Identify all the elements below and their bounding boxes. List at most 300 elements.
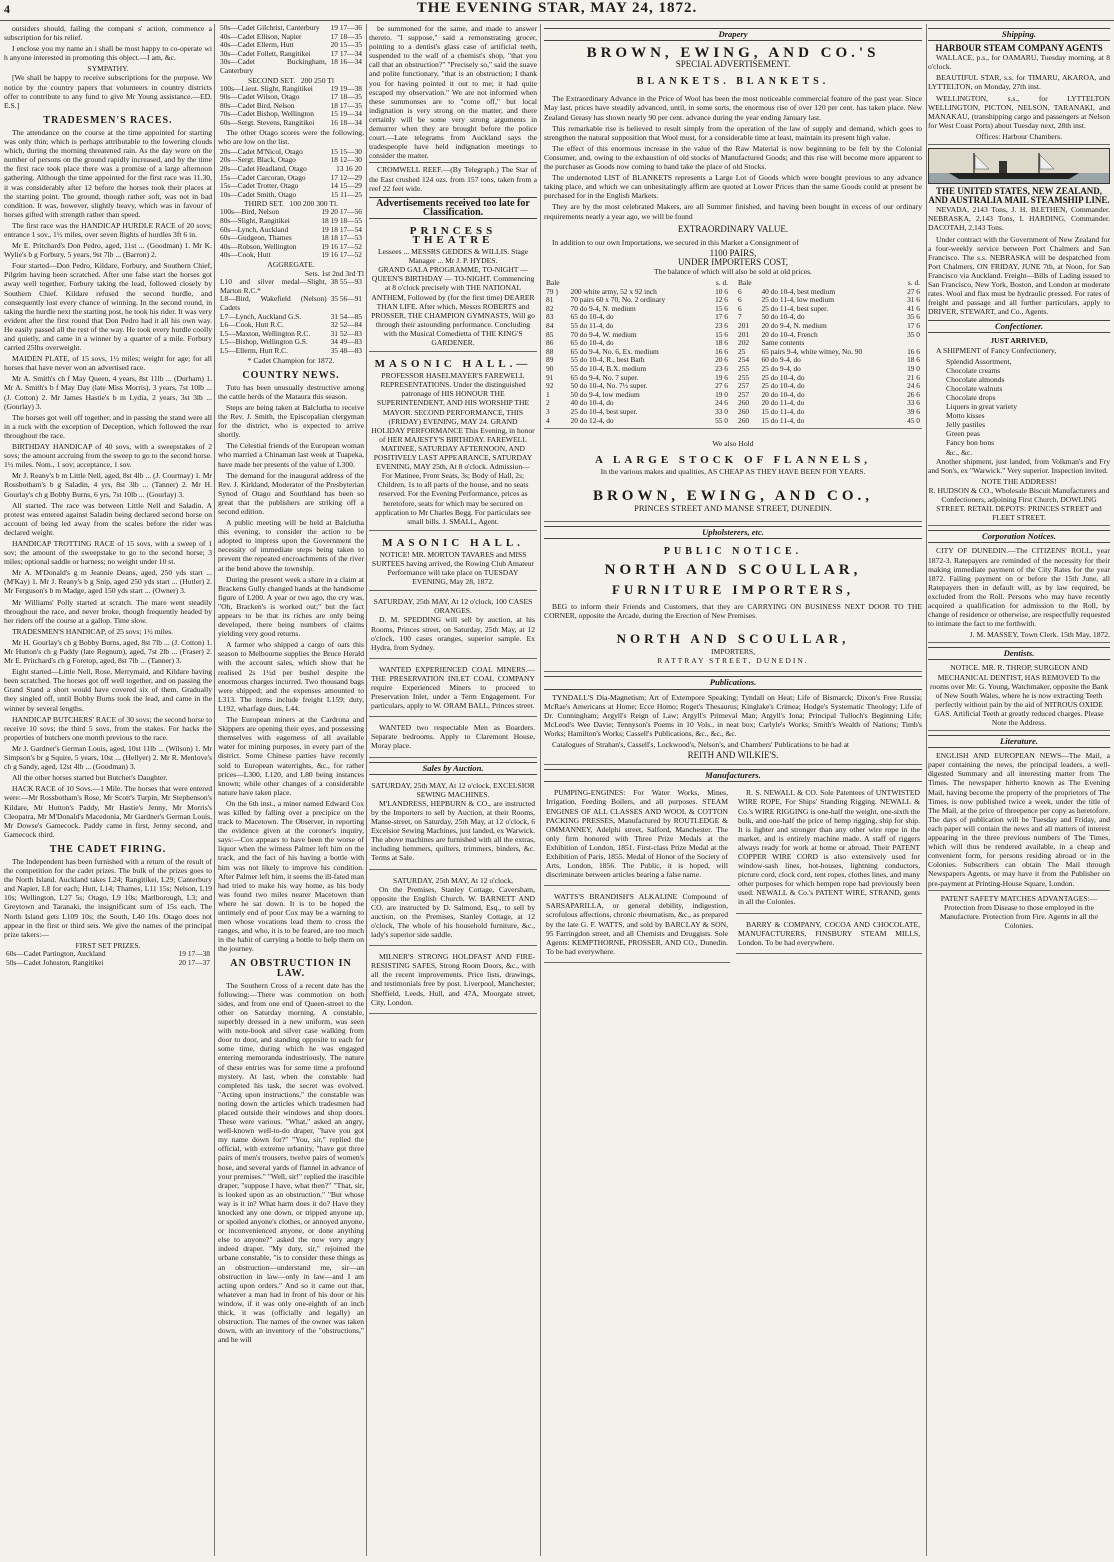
column-rule [926,24,927,1556]
race-heading: HANDICAP BUTCHERS' RACE of 30 sovs; the second horse to receive 10 sovs; the third 5 sovs, from the stakes. For hacks the properties of butchers one month previous to the race. [4,714,212,742]
table-cell: 255 [738,364,750,373]
table-cell: 15 do 11-4, do [761,406,805,416]
column-6 [928,24,1110,1556]
table-cell: 91 [546,372,554,382]
table-cell: 40 do 10-4, do [570,398,614,408]
table-cell: 65 do 9-4, No. 7 super. [570,372,639,382]
ad-paragraph: We also Hold [712,439,754,449]
table-cell: 55 do 10-4, R., best Bath [570,355,645,365]
table-cell: 19 17—36 [330,24,362,32]
race-entries: Mr J. Reany's b m Little Nell, aged, 8st 4lb ... (J. Courtnay) 1. Mr Rossbotham's b g Saladin, 4 yrs, 8st 3lb ... (Tanner) 2. Mr H. Gourlay's ch g Bobby Burns, 6 yrs, 7st 10lb ... (Gourlay) 3. [4,471,212,499]
set-title: SECOND SET. [247,75,296,85]
subheading: FIRST SET PRIZES. [75,940,141,950]
prize-table [4,950,212,967]
ad-barnett [369,873,537,947]
prize-table-a [218,24,364,76]
table-cell: 17 6 [907,321,920,331]
ad-paragraph: This remarkable rise is believed to result simply from the operation of the law of supply and demand, which goes to strengthen the natural supposition that Wool must, for a considerable time at least, maintain its present high value. [544,123,922,142]
table-cell: 20s—Sergt. Black, Otago [220,155,296,165]
column-2 [218,24,364,1556]
table-cell: 50s—Cadet Johnston, Rangitikei [6,957,104,967]
table-cell: 33 0 [715,406,728,416]
set-columns: Sets. 1st 2nd 3rd Tl [304,269,364,279]
table-row [218,295,364,312]
table-cell: 31 6 [907,295,920,305]
table-cell: L7—Lynch, Auckland G.S. [220,311,302,321]
ad-body: R. S. NEWALL & CO. Sole Patentees of UNTWISTED WIRE ROPE, For Ships' Standing Rigging. NEWALL & Co.'s WIRE RIGGING is one-half the weight, one-sixth the bulk, and one-half the price of hemp rigging, ship for ship. It is lighter and stronger than any other wire rope in the market, and is entirely machine made. A staff of riggers always ready for work at home or abroad. Their PATENT COPPER WIRE CORD is also extensively used for window-sash lines, hot-houses, lightning conductors, picture cord, clock cord, tent ropes, clothes lines, and many other purposes for which hempen rope had previously been used. NEWALL & Co.'s PATENT WIRE, STRAND, gents in all the Colonies. [738,788,920,907]
ad-body: NOTICE! MR. MORTON TAVARES and MISS SURTEES having arrived, the Rowing Club Amateur Performance will take place on TUESDAY EVENING, May 28, 1872. [371,549,535,587]
table-cell: 60s—Cadet Partington, Auckland [6,948,106,958]
table-cell: 60s—Lynch, Auckland [220,224,289,234]
ad-sewing-machines [369,778,537,870]
table-cell: 18 17—35 [330,100,362,110]
table-cell: 25 do 11-4, low medium [761,295,835,305]
table-cell: 23 6 [715,321,728,331]
ad-body: PUMPING-ENGINES: For Water Works, Mines, Irrigation, Feeding Boilers, and all purposes. STEAM ENGINES OF ALL CLASSES AND WOOL & COTTON PACKING PRESSES, Manufactured by ROUTLEDGE & OMMANNEY, Adelphi street, Salford, Manchester. The only firm honored with Three Prize Medals at the Exhibition of London, 1851. First-class Prize Medal at the Exhibition of Paris, 1855. Medal of Honor of the Society of Arts, London, 1856. The Public, it is hoped, will discriminate between articles bearing a false name. [546,788,728,880]
ad-title: BROWN, EWING, AND CO., [592,488,874,505]
ad-heading: 1100 PAIRS, [709,247,757,258]
table-cell: 100s—Lieut. Slight, Rangitikei [220,83,313,93]
table-cell: 84 [546,321,554,331]
table-cell: 20 do 12-4, do [570,415,614,425]
table-cell: 70 do 9-4, W. medium [570,329,637,339]
table-cell: 45 0 [907,415,920,425]
news-paragraph: The demand for the inaugural address of the Rev. J. Kirkland, Moderator of the Presbyterian Synod of Otago and Southland has been so great that the publishers are striking off a second edition. [218,470,364,516]
race-entries: Mr A. Smith's ch f May Queen, 4 years, 8st 11lb ... (Durham) 1. Mr A. Smith's b f May Day (late Miss Morris), 3 years, 7st 10lb ... (J. Cotton) 2. Mr James Hastie's b m Lydia, 2 years, 3st 3lb ... (Gourlay) 3. [4,374,212,411]
section-confectioner: Confectioner. [928,320,1110,333]
ad-title: BROWN, EWING, AND CO.'S [586,45,880,62]
table-row [218,278,364,295]
table-cell: 15s—Cadet Carcoran, Otago [220,172,306,182]
table-cell: 65 do 10-4, do [570,338,614,348]
race-heading: MAIDEN PLATE, of 15 sovs, 1½ miles; weight for age; for all horses that have never won an advertised race. [4,354,212,373]
ad-body: PROFESSOR HASELMAYER'S FAREWELL REPRESENTATIONS. Under the distinguished patronage of HIS HONOUR THE SUPERINTENDENT, AND HIS WORSHIP THE MAYOR. SECOND PERFORMANCE, THIS (FRIDAY) EVENING, MAY 24. GRAND HOLIDAY PERFORMANCE This Evening, in honor of HER MAJESTY'S BIRTHDAY. FAREWELL MATINEE, SATURDAY AFTERNOON, AND POSITIVELY LAST APPEARANCE, SATURDAY EVENING, MAY 25th, At 8 o'clock. Admission—For Matinee, Front Seats, 3s; Body of Hall, 2s; Children, 1s to all parts of the house, and no seats reserved. For the Evening Performance, prices as heretofore, seats for which may be secured on application to Mr Charles Begg. For particulars see small bills. J. SMALL, Agent. [371,371,535,526]
table-cell: 32 52—84 [330,320,362,330]
table-cell: 40 do 10-4, best medium [761,286,836,296]
article-text: HACK RACE of 10 Sovs.—1 Mile. The horses that were entered were:—Mr Rossbotham's Rose, Mr Scott's Turpin, Mr Stephenson's Kildare, Mr Hutton's Paddy, Mr Hastie's Jenny, Mr Morris's Cleopatra, Mr M'Donald's Macedonia, Mr Gardner's German Louis, Mr Dowse's Gamecock. Paddy came in first, Jenny second, and Gamecock third. [4,784,212,839]
page-number: 4 [4,2,11,16]
ad-body: NOTICE. MR. R. THROP, SURGEON AND MECHANICAL DENTIST, HAS REMOVED To the rooms over Mr. G. Young, Watchmaker, opposite the Bank of New South Wales, where he is now extracting Teeth perfectly without pain by the aid of NITROUS OXIDE GAS. Artificial Teeth at greatly reduced charges. Please Note the Address. [928,663,1110,731]
table-cell: 17 18—35 [330,92,362,102]
confectionery-list [928,357,1110,457]
table-cell: 16 6 [907,346,920,356]
table-cell: 200 white army, 52 x 92 inch [570,286,657,296]
table-cell: 90s—Cadet Wilson, Otago [220,92,300,102]
table-cell: 70s—Cadet Bishop, Wellington [220,109,314,119]
table-cell: 15s—Cadet Trotter, Otago [220,181,299,191]
table-cell: 40s—Cook, Hutt [220,250,271,260]
ad-body: Another shipment, just landed, from Volkman's and Fry and Son's, ex "Warwick." Very superior. Inspection invited. [928,456,1110,475]
list-item: Motto kisses [946,411,985,421]
article-text: The horses got well off together, and in passing the stand were all in a ruck with the exception of Deception, which followed the rear throughout the race. [4,412,212,440]
ad-title: NORTH AND SCOULLAR, [604,561,862,578]
table-cell: 254 [738,355,750,365]
ad-paragraph: Catalogues of Strahan's, Cassell's, Lockwood's, Nelson's, and Chambers' Publications to be had at [552,740,850,750]
set-columns: 200 250 Tl [300,75,335,85]
table-cell: 257 [738,389,750,399]
ad-masonic-hall-2 [369,534,537,591]
table-cell: 80s—Cadet Bird, Nelson [220,100,295,110]
ad-body: BEAUTIFUL STAR, s.s. for TIMARU, AKAROA, and LYTTELTON, on Monday, 27th inst. [928,73,1110,92]
section-manufacturers: Manufacturers. [544,769,922,782]
table-cell: 18 18 17—53 [321,233,362,243]
table-cell: 17 17—34 [330,48,362,58]
table-cell: 35 0 [907,329,920,339]
aggregate-table [218,278,364,355]
race-entries: Mr A. M'Donald's g m Jeannie Deans, aged, 250 yds start ... (M'Kay) 1. Mr J. Reany's b g Snip, aged 250 yds start ... (Hutler) 2. Mr Ferguson's b m Madge, aged 150 yds start ... (Owner) 3. [4,568,212,596]
article-text: I enclose you my name an i shall be most happy to co-operate wi h anyone interested in promoting this object.—I am, &c. [4,44,212,63]
ad-masonic-hall-1 [369,355,537,531]
prize-table-b [218,85,364,128]
section-corporation: Corporation Notices. [928,530,1110,543]
ad-body: WANTED two respectable Men as Boarders. Separate bedrooms. Apply to Claremont House, Moray place. [371,723,535,751]
table-cell: 25 do 10-4, do [761,381,805,391]
table-cell: 25 do 10-4, best super. [570,406,638,416]
article-text: All the other horses started but Butcher's Daughter. [12,773,168,783]
table-cell: 70 do 9-4, N. medium [570,303,636,313]
editor-note: [We shall be happy to receive subscriptions for the purpose. We notice by the country papers that volunteers in country districts offer to contribute to any fund to give Mr Young assistance.—ED. E.S.] [4,73,212,110]
ad-signature: J. M. MASSEY, Town Clerk. 15th May, 1872. [928,630,1110,643]
ad-heading: A LARGE STOCK OF FLANNELS, [594,454,872,467]
table-cell: 17 12—29 [330,172,362,182]
table-cell: 17 6 [715,312,728,322]
table-cell: 18 6 [907,355,920,365]
ad-heading: SATURDAY, 25th MAY, At 12 o'clock, [393,875,513,885]
table-cell: 19 17—38 [178,948,210,958]
race-entries: Mr J. Gardner's German Louis, aged, 10st 11lb ... (Wilson) 1. Mr Simpson's br g Squire, 5 years, 10st ... (Hellyer) 2. Mr R. Menlove's ch g Sandy, aged, 12st 4lb ... (Goodman) 3. [4,743,212,772]
ad-title: PRINCESS THEATRE [409,224,497,246]
ad-subtitle: IMPORTERS, [710,647,756,657]
ad-body: PATENT SAFETY MATCHES ADVANTAGES:— Protection from Disease to those employed in the Manufacture. Protection from Fire. Agents in all the Colonies. [928,890,1110,930]
table-cell: 15 11—25 [330,189,362,199]
column-wide [544,24,922,1556]
list-item: Liquers in great variety [946,402,1018,412]
race-heading: BIRTHDAY HANDICAP of 40 sovs, with a sweepstakes of 2 sovs; the amount accruing from the sweep to go to the second horse. 1½ miles. Nom., 1 sov; acceptance, 1 sov. [4,442,212,470]
race-heading: The first race was the HANDICAP HURDLE RACE of 20 sovs; entrance 1 sov., 1½ miles, over seven flights of hurdles 3ft 6 in. [4,220,212,239]
list-item: Green peas [946,429,980,439]
column-rule [214,24,215,1556]
ad-body: MILNER'S STRONG HOLDFAST AND FIRE-RESISTING SAFES, Strong Room Doors, &c., with all the recent improvements. Price lists, drawings, and testimonials free by post. Liverpool, Manchester, Sheffield, Leeds, Hull, and 47A, Moorgate street, City, London. [371,952,535,1007]
ad-boarders [369,720,537,757]
ad-body: WATTS'S BRANDISH'S ALKALINE Compound of SARSAPARILLA, or general debility, indigestion, scrofulous affections, chronic rheumatism, &c., as prepared by the late G. F. WATTS, and sold by BARCLAY & SON, 95 Farringdon street, and all Chemists and Druggists. Sole Agents: KEMPTHORNE, PROSSER, AND CO., Dunedin. To be had everywhere. [546,892,728,956]
race-heading: TRADESMEN'S HANDICAP, of 25 sovs; 1½ miles. [12,626,174,636]
table-cell: 257 [738,381,750,391]
list-item: Chocolate creams [946,365,1001,375]
table-cell: 255 [738,372,750,382]
table-cell: 82 [546,303,554,313]
table-row [218,191,364,200]
ad-title: MASONIC HALL. [382,536,524,549]
table-cell: 100s—Bird, Nelson [220,207,280,217]
news-paragraph: A farmer who shipped a cargo of oats this season to Melbourne supplies the Bruce Herald with the account sales, which show that he realised 2s 1½d per bushel despite the enormous charges incurred. Two thousand bags were shipped; and the expenses amounted to L313. The items include freight L159; duty, L192, wharfage dues, L44. [218,640,364,713]
table-cell: 16 6 [715,346,728,356]
table-cell: 65 do 9-4, No. 6, Ex. medium [570,346,659,356]
table-row [736,417,922,426]
headline-races: TRADESMEN'S RACES. [43,114,173,126]
section-late-ads: Advertisements received too late for Classification. [369,197,537,219]
footnote: * Cadet Champion for 1872. [247,355,335,365]
table-cell: 12 6 [715,295,728,305]
ad-newall-wire [736,785,922,913]
table-cell: 35 56—91 [330,294,362,304]
table-cell: 20s—Cadet M'Nicol, Otago [220,146,303,156]
table-cell: 26 6 [907,389,920,399]
table-cell: 20 15—35 [330,40,362,50]
ad-paragraph: The undernoted LIST of BLANKETS represents a Large Lot of Goods which were bought previous to any advance taking place, and which we can unhesitatingly affirm are quoted at Lower Prices than the same Goods could at present be purchased for in the English Markets. [544,173,922,201]
ad-paragraph: In addition to our own Importations, we secured in this Market a Consignment of [552,237,799,247]
table-cell: 60 do 9-4, do [761,355,801,365]
news-paragraph: The European miners at the Cardrona and Skippers are opening their eyes, and possessing themselves with eagerness of all available water for mining purposes, in every part of the district. Some Chinese parties have recently sold to European waterrights, &c., for rather prices—L300, L120, and L80 being instances known; while other changes of a considerable nature have taken place. [218,715,364,797]
table-row [544,417,730,426]
table-cell: L5—Maxton, Wellington R.C. [220,328,311,338]
table-header: s. d. [907,278,920,288]
table-row [218,251,364,260]
table-cell: L5—Ellerm, Hutt R.C. [220,345,288,355]
table-cell: 18 12—30 [330,155,362,165]
table-cell: 50 do 10-4, do [761,312,805,322]
table-cell: 19 20 17—56 [321,207,362,217]
table-cell: 60s—Sergt. Stevens, Rangitikei [220,118,315,128]
table-cell: 50 do 9-4, low medium [570,389,640,399]
table-cell: 24 6 [907,381,920,391]
list-item: Chocolate drops [946,393,996,402]
section-publications: Publications. [544,676,922,689]
masthead [0,0,1114,21]
table-cell: 92 [546,381,554,391]
ad-princess-theatre [369,222,537,352]
table-cell: 25 [738,346,746,356]
table-cell: 25 do 11-4, best super. [761,303,829,313]
article-text: be summoned for the same, and made to answer thereto. "I suppose," said a remonstrating grocer, pointing to a dentist's glass case of artificial teeth, suspended to the wall of a chemist's shop, "that you call that an obstruction?" "Precisely so," said the suave and polite functionary, "that is an obstruction; I thank you for having pointed it out to me; it had quite escaped my observation." We are not informed when these summonses are to "come off," but local indignation is very strong on the matter, and there certainly will be some very strong arguments in demurrer when they are brought before the police court.—Late telegrams from Auckland says the tradespeople have held indignation meetings to consider the matter. [369,24,537,161]
table-header: Bale [546,278,560,288]
table-cell: 4 [546,415,550,425]
news-paragraph: The Celestial friends of the European woman who married a Chinaman last week at Tuapeka, have made her presents of the value of L300. [218,441,364,469]
ad-heading: NOTE THE ADDRESS! [981,476,1057,486]
table-cell: 20 do 9-4, N. medium [761,321,827,331]
table-cell: 27 6 [715,381,728,391]
table-cell: 83 [546,312,554,322]
table-cell: 24 6 [715,398,728,408]
telegram-item: CROMWELL REEF.—(By Telegraph.) The Star of the East crushed 124 ozs. from 157 tons, taken from a reef 22 feet wide. [369,162,537,192]
column-1 [4,24,212,1556]
table-cell: 19 16 17—52 [321,250,362,260]
table-cell: 80s—Slight, Rangitikei [220,216,290,226]
table-cell: 17 18—35 [330,31,362,41]
table-cell: 201 [738,329,750,339]
ad-body: NEVADA, 2143 Tons, J. H. BLETHEN, Commander. NEBRASKA, 2,143 Tons, I. HARDING, Commander. DACOTAH, 2,143 Tons. [928,205,1110,233]
table-cell: 70 pairs 60 x 70, No. 2 ordinary [570,295,666,305]
table-cell: 20 do 11-4, do [761,398,805,408]
article-text: The Southern Cross of a recent date has the following:—There was commotion on both sides, and from one end of Queen-street to the other on Saturday morning. A constable, superbly dressed in a new uniform, was seen with note-book and silver case walking from door to door, and standing opposite to each for some time, during which he was engaged entering memoranda industriously. The nature of these entries was for some time a profound mystery. At last, when the constable had completed his task, the secret was evolved. "Acting upon instructions," the constable was noting down the articles which tradesmen had placed outside their windows and shop doors. These were various. "What," asked an angry, well-known well-to-do draper, "have you got my name down for?" "You, sir," replied the official, with extreme urbanity, "have got three pairs of men's trousers, twelve pairs of women's hose, and several yards of flannel in advance of your premises." "Well, sir!" replied the irascible draper, "suppose I have, what then?" "That, sir, is looked upon as an obstruction." "But whose way is it in? What harm does it do? Have they knocked any one down, or tripped anyone up, or spoiled anyone's clothes, or annoyed anyone, or inconvenienced anyone, or done anything else to anyone?" asked the now very angry indeed draper. "My duty, sir," rejoined the urbane constable, "is to consider these things as an obstruction—understand me, sir—an obstruction in law—only in law—and I am acting upon orders." And so it came out that, whatever a man had in front of his door or his window, if it was only one-eighth of an inch thick, it was (officially and legally) an obstruction. The names of the owner was taken down, with an inventory of the "obstructions," and he will [218,980,364,1345]
race-entries: Mr E. Pritchard's Don Pedro, aged, 11st ... (Goodman) 1. Mr K. Wylie's b g Forbury, 5 years, 9st 7lb ... (Barron) 2. [4,241,212,260]
table-cell: 25 do 9-4, do [761,364,801,373]
subheading: AGGREGATE. [267,260,315,270]
news-paragraph: Tutu has been unusually destructive among the cattle herds of the Mataura this season. [218,382,364,401]
table-cell: 18 16—34 [330,57,362,67]
table-cell: 201 [738,321,750,331]
news-paragraph: Steps are being taken at Balclutha to receive the Rev. J. Smith, the Episcopalian clergyman for the district, who is expected to arrive shortly. [218,402,364,440]
ad-heading: BLANKETS. BLANKETS. [636,76,830,88]
table-cell: 81 [546,295,554,305]
article-text: Four started—Don Pedro, Kildare, Forbury, and Southern Chief, Pilgrim having been scratched. After one false start the horses got away well together, Forbury taking the lead, followed closely by Southern Chief. Kildare refused the second hurdle, and consequently lost every chance of winning. In the second round, in taking the hurdle next the starting post, he took his rider. It was very evident after the first round that Don Pedro had it all his own way. He easily passed all the rest of the way. He took every hurdle coolly and quietly, and came in a winner by a quarter of a mile. Forbury carried 25lbs overweight. [4,261,212,353]
table-cell: 88 [546,346,554,356]
ad-body: M'LANDRESS, HEPBURN & CO., are instructed by the Importers to sell by Auction, at their Rooms, Manse-street, on Saturday, 25th May, at 12 o'clock, 6 Excelsior Sewing Machines, just landed, ex Warwick. The above machines are furnished with all the extras, including hemmers, quilters, trimmers, binders, &c. Terms at Sale. [371,798,535,863]
ad-paragraph: TYNDALL'S Dia-Magnetism; Art of Extempore Speaking; Tyndall on Heat; Life of Bismarck; Dixon's Free Russia; McRae's Americans at Home; Ecce Homo; Roget's Thesaurus; Kinglake's Crimea; Hodge's Systematic Theology; Life of Dr. Cunningham; Argyll's Reign of Law; Argyll's Primeval Man; Argyll's Iona; Principal Tulloch's Beginning Life; McLeod's Wee Davie; Tennyson's Poems in 10 Vols., in neat box; Carlyle's Works; Smith's Wealth of Nations; Timb's Works; Hamilton's Works; Cassell's Publications, &c., &c., &c. [544,692,922,738]
table-cell: 19 16 17—52 [321,241,362,251]
ad-body: WALLACE, p.s., for OAMARU, Tuesday morning, at 8 o'clock. [928,53,1110,72]
ad-signature: REITH AND WILKIE'S. [544,751,922,765]
table-cell: 35 6 [907,312,920,322]
table-cell: 20 6 [715,355,728,365]
table-cell: 38 55—93 [330,277,362,287]
section-dentists: Dentists. [928,647,1110,660]
ad-heading: UNDER IMPORTERS COST, [677,256,789,267]
table-cell: 15 6 [715,329,728,339]
ad-paragraph: The balance of which will also be sold at old prices. [654,266,812,276]
table-cell: 65 do 10-4, do [570,312,614,322]
list-item: &c., &c. [946,447,973,457]
ad-oranges [369,594,537,659]
table-cell: 39 6 [907,406,920,416]
table-cell: 31 54—85 [330,311,362,321]
table-cell: 89 [546,355,554,365]
ad-body: Under contract with the Government of New Zealand for a four-weekly service between Port Chalmers and San Francisco. The s.s. NEBRASKA will be despatched from Port Chalmers, ON FRIDAY, JUNE 7th, at Noon, for San Francisco via Auckland. Freight—Bills of Lading issued to San Francisco, New York, Boston, and London at moderate rates. Wool and flax must be hydraulic pressed. For rates of freight and passage and all further particulars, apply to DRIVER, STEWART, and Co., Agents. [928,234,1110,317]
table-cell: 19 6 [715,372,728,382]
ad-heading: JUST ARRIVED, [990,336,1048,346]
table-cell: 23 6 [715,364,728,373]
section-sales-by-auction: Sales by Auction. [369,762,537,775]
news-paragraph: A public meeting will be held at Balclutha this evening, to consider the action to be adopted to impress upon the Government the necessity of immediate steps being taken to prevent the repeated encroachments of the river at the bend above the township. [218,518,364,573]
ad-body: R. HUDSON & CO., Wholesale Biscuit Manufacturers and Confectioners, adjoining First Church, DOWLING STREET. RETAIL DEPOTS: PRINCES STREET and FLEET STREET. [928,486,1110,526]
headline-obstruction: AN OBSTRUCTION IN LAW. [230,958,352,979]
article-text: All started. The race was between Little Nell and Saladin. A protest was entered against Saladin being declared second horse on account of being led away from the scales before the rider was declared weight. [4,500,212,537]
manufacturers-right [736,785,922,966]
table-cell: 50s—Cadet Gilchrist, Canterbury [220,24,320,32]
ad-title: THE UNITED STATES, NEW ZEALAND, AND AUSTRALIA MAIL STEAMSHIP LINE. [928,186,1110,206]
table-cell: 19 0 [907,364,920,373]
signature: SYMPATHY. [87,64,129,74]
ad-heading: PUBLIC NOTICE. [663,545,803,557]
set-title: THIRD SET. [243,199,284,209]
ad-body: On the Premises, Stanley Cottage, Caversham, opposite the English Church. W. BARNETT AND CO. are instructed by D. Salmond, Esq., to sell by auction, on the Premises, Stanley Cottage, at 12 o'clock, The whole of his household furniture, &c., lady's superior side saddle. [371,884,535,940]
ad-paragraph: The effect of this enormous increase in the value of the Raw Material is now beginning to be felt by the Colonial Consumer, and, owing to the exhaustion of old stocks of Manufactured Goods; and this rise will become more apparent to the purchaser as Goods now coming to hand take the place of old Stocks. [544,143,922,172]
article-text: Eight started—Little Nell, Rose, Merrymaid, and Kildare having been scratched. The horses got off well together, and on passing the Grand Stand a short would have covered six of them. Gradually they singled off, until Bobby Burns took the lead, and came in the winner by several lengths. [4,667,212,713]
ad-body: A SHIPMENT of Fancy Confectionery, [936,345,1057,355]
ad-milner-safes [369,949,537,1014]
ad-address: RATTRAY STREET, DUNEDIN. [544,656,922,672]
section-shipping: Shipping. [928,28,1110,41]
table-cell: 19 19—38 [330,83,362,93]
ad-heading: EXTRAORDINARY VALUE. [677,223,789,234]
ad-body: WELLINGTON, s.s., for LYTTELTON WELLINGTON, PICTON, NELSON, TARANAKI, and MANAKAU, (transhipping cargo and passengers at Nelson for West Coast Ports) about Tuesday next, 28th inst. [928,93,1110,130]
news-paragraph: During the present week a share in a claim at Brackens Gully changed hands at the handsome figure of L200. A year or two ago, the cry was, "Oh, Bracken's is worked out;" but the fact appears to be that its riches are only being developed, there being numbers of claims yielding very good returns. [218,574,364,639]
column-3 [369,24,537,1556]
ad-subtitle: SPECIAL ADVERTISEMENT. [675,59,791,70]
table-cell: 55 do 10-4, B.X. medium [570,364,647,373]
ad-heading: SATURDAY, 25th MAY, At 12 o'clock, EXCELSIOR SEWING MACHINES. [371,780,535,799]
ad-paragraph: The Extraordinary Advance in the Price of Wool has been the most noticeable commercial feature of the past year. Since May last, prices have steadily advanced, until, in some sorts, the enormous rise of over 120 per cent. has taken place. New Zealand Greasy has shown nearly 90 per cent. advance during the year ending January last. [544,94,922,122]
table-cell: 16 18—34 [330,118,362,128]
ad-title: HARBOUR STEAM COMPANY AGENTS [935,43,1103,54]
table-row [218,58,364,75]
ad-paragraph: BEG to inform their Friends and Customers, that they are CARRYING ON BUSINESS NEXT DOOR TO THE CORNER, opposite the Arcade, during the Erection of New Premises. [544,602,922,621]
table-cell: 40s—Cadet Ellison, Napier [220,31,302,41]
article-text: outsiders should, failing the compani s' action, commence a subscription for his relief. [4,24,212,43]
table-cell: 18 19 18—55 [321,216,362,226]
table-cell: L8—Bird, Wakefield (Nelson) Cadets [220,294,327,312]
table-cell: 27 6 [907,286,920,296]
race-heading: HANDICAP TROTTING RACE of 15 sovs, with a sweep of 1 sov; the amount of the sweepstake to go to the second horse; 3 miles; optional saddle or harness; no weight under 10 st. [4,538,212,567]
ad-paragraph: They are by the most celebrated Makers, are all Summer finished, and having been bought in excess of our ordinary requirements nearly a year ago, we will be found [544,202,922,221]
table-row [218,347,364,356]
list-item: Jelly pastiles [946,420,986,430]
ad-barry-cocoa [736,917,922,954]
ad-sarsaparilla [544,889,730,963]
table-cell: 90 [546,364,554,373]
section-drapery: Drapery [544,28,922,41]
ad-pumping-engines [544,785,730,886]
table-cell: 260 [738,415,750,425]
table-cell: 6 [738,286,742,296]
table-cell: 13 16 20 [336,164,362,173]
table-cell: 41 6 [907,303,920,313]
table-cell: 3 [546,406,550,416]
ad-heading: SATURDAY, 25th MAY, At 12 o'clock, 100 CASES ORANGES. [373,597,533,616]
table-cell: 20 do 10-4, do [761,389,805,399]
article-text: The attendance on the course at the time appointed for starting was only thin; which is perhaps attributable to the lowering clouds which, during the morning threatened rain. As the day wore on the number of persons on the ground rapidly increased, and by the time the first race took place there was a promise of a large afternoon gathering. Although the time appointed for the first race was 11.30, it was considerably after 12 before the horses took their places at the starting point. The ground, though rather soft, was not in bad condition. It was, however, slightly heavy, which was in favour of horses gifted with strength rather than speed. [4,127,212,219]
list-item: Splendid Assortment, [946,356,1012,366]
table-cell: 15 do 11-4, do [761,415,805,425]
table-cell: 2 [546,398,550,408]
ad-body: CITY OF DUNEDIN.—The CITIZENS' ROLL, year 1872-3. Ratepayers are reminded of the necessity for their making immediate payment of the City Rates for the year 1872. Failing payment on or before the 15th June, all Ratepayers then in default will, as by law required, be excluded from the Roll. Persons who may have recently acquired a qualification for admission to the Roll, by change of residence or otherwise, are respectfully requested to intimate the fact to me forthwith. [928,546,1110,629]
table-cell: 6 [738,295,742,305]
table-cell: 260 [738,406,750,416]
blanket-price-list [544,279,922,429]
ad-title: MASONIC HALL.— [374,358,532,371]
table-cell: L6—Cook, Hutt R.C. [220,320,284,330]
list-item: Fancy bon bons [946,438,995,448]
table-cell: 18 6 [715,338,728,348]
ad-paragraph: In the various makes and qualities, AS CHEAP AS THEY HAVE BEEN FOR YEARS. [600,467,866,477]
table-cell: L10 and silver medal—Slight, Marton R.C.* [220,277,327,295]
section-upholsterers: Upholsterers, etc. [544,526,922,539]
table-cell: L5—Bishop, Wellington G.S. [220,337,308,347]
price-table-left [544,279,730,425]
table-header: s. d. [715,278,728,288]
table-cell: 19 0 [715,389,728,399]
table-cell: 20s—Cadet Headland, Otago [220,164,307,173]
headline-country-news: COUNTRY NEWS. [242,369,340,381]
table-cell: Same contents [761,338,805,348]
table-cell: 19 18 17—54 [321,224,362,234]
table-cell: 7 [738,312,742,322]
table-header: Bale [738,278,752,288]
table-cell: 20 do 10-4, French [761,329,818,339]
table-cell: 86 [546,338,554,348]
table-cell: 50 do 10-4, No. 7½ super. [570,381,648,391]
table-cell: 20 17—37 [178,957,210,967]
table-cell: 35 48—83 [330,345,362,355]
column-rule [540,24,541,1556]
table-cell: 10s—Cadet Smith, Otago [220,189,297,199]
table-cell: 30s—Cadet Buckingham, Canterbury [220,57,327,75]
table-cell: 40s—Cadet Ellerm, Hutt [220,40,294,50]
table-row [4,959,212,968]
ad-subtitle: FURNITURE IMPORTERS, [611,581,855,597]
column-rule [366,24,367,1556]
table-cell: 33 6 [907,398,920,408]
list-item: Chocolate walnuts [946,383,1003,393]
